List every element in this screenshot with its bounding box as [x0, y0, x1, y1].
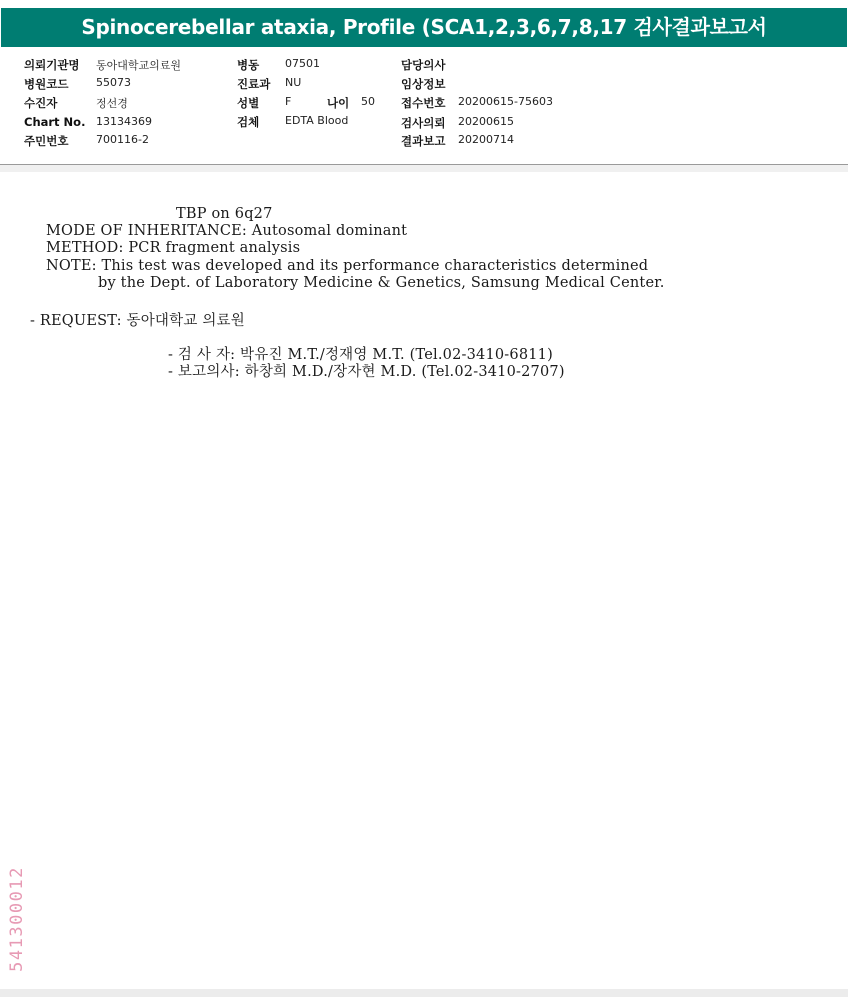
label-request-date: 검사의뢰 [401, 116, 446, 130]
value-age: 50 [361, 95, 375, 108]
value-report-date: 20200714 [458, 133, 514, 146]
report-title: Spinocerebellar ataxia, Profile (SCA1,2,3,6,7,8,17 검사결과보고서 [1, 8, 847, 47]
value-chart-no: 13134369 [96, 115, 152, 128]
value-specimen: EDTA Blood [285, 114, 349, 127]
label-report-date: 결과보고 [401, 134, 446, 148]
value-accession-number: 20200615-75603 [458, 95, 553, 108]
label-resident-number: 주민번호 [24, 134, 69, 148]
label-hospital-code: 병원코드 [24, 77, 69, 91]
examiner-line: - 검 사 자: 박유진 M.T./정재영 M.T. (Tel.02-3410-6811) [168, 347, 553, 363]
label-specimen: 검체 [237, 115, 260, 129]
gene-location: TBP on 6q27 [176, 206, 273, 222]
bottom-border [0, 989, 848, 997]
request-line: - REQUEST: 동아대학교 의료원 [30, 313, 245, 329]
method: METHOD: PCR fragment analysis [46, 240, 301, 256]
label-chart-no: Chart No. [24, 115, 86, 129]
reporting-physician-line: - 보고의사: 하창희 M.D./장자현 M.D. (Tel.02-3410-2707) [168, 364, 565, 380]
note-line-1: NOTE: This test was developed and its performance characteristics determined [46, 258, 649, 274]
label-department: 진료과 [237, 77, 271, 91]
label-patient-name: 수진자 [24, 96, 58, 110]
label-sex: 성별 [237, 96, 260, 110]
patient-info-panel [0, 50, 848, 165]
mode-of-inheritance: MODE OF INHERITANCE: Autosomal dominant [46, 223, 408, 239]
note-line-2: by the Dept. of Laboratory Medicine & Genetics, Samsung Medical Center. [98, 275, 665, 291]
stamp-number: 541300012 [7, 866, 27, 972]
value-department: NU [285, 76, 302, 89]
label-attending-physician: 담당의사 [401, 58, 446, 72]
value-patient-name: 정선경 [96, 97, 128, 110]
label-clinical-info: 임상정보 [401, 77, 446, 91]
vertical-stamp [6, 852, 28, 986]
value-ward: 07501 [285, 57, 320, 70]
value-hospital-code: 55073 [96, 76, 131, 89]
label-age: 나이 [327, 96, 350, 110]
value-sex: F [285, 95, 292, 108]
value-resident-number: 700116-2 [96, 133, 149, 146]
label-requesting-institution: 의뢰기관명 [24, 58, 80, 72]
value-requesting-institution: 동아대학교의료원 [96, 59, 182, 72]
section-divider [0, 165, 848, 172]
value-request-date: 20200615 [458, 115, 514, 128]
label-ward: 병동 [237, 58, 260, 72]
label-accession-number: 접수번호 [401, 96, 446, 110]
report-body [0, 172, 848, 989]
